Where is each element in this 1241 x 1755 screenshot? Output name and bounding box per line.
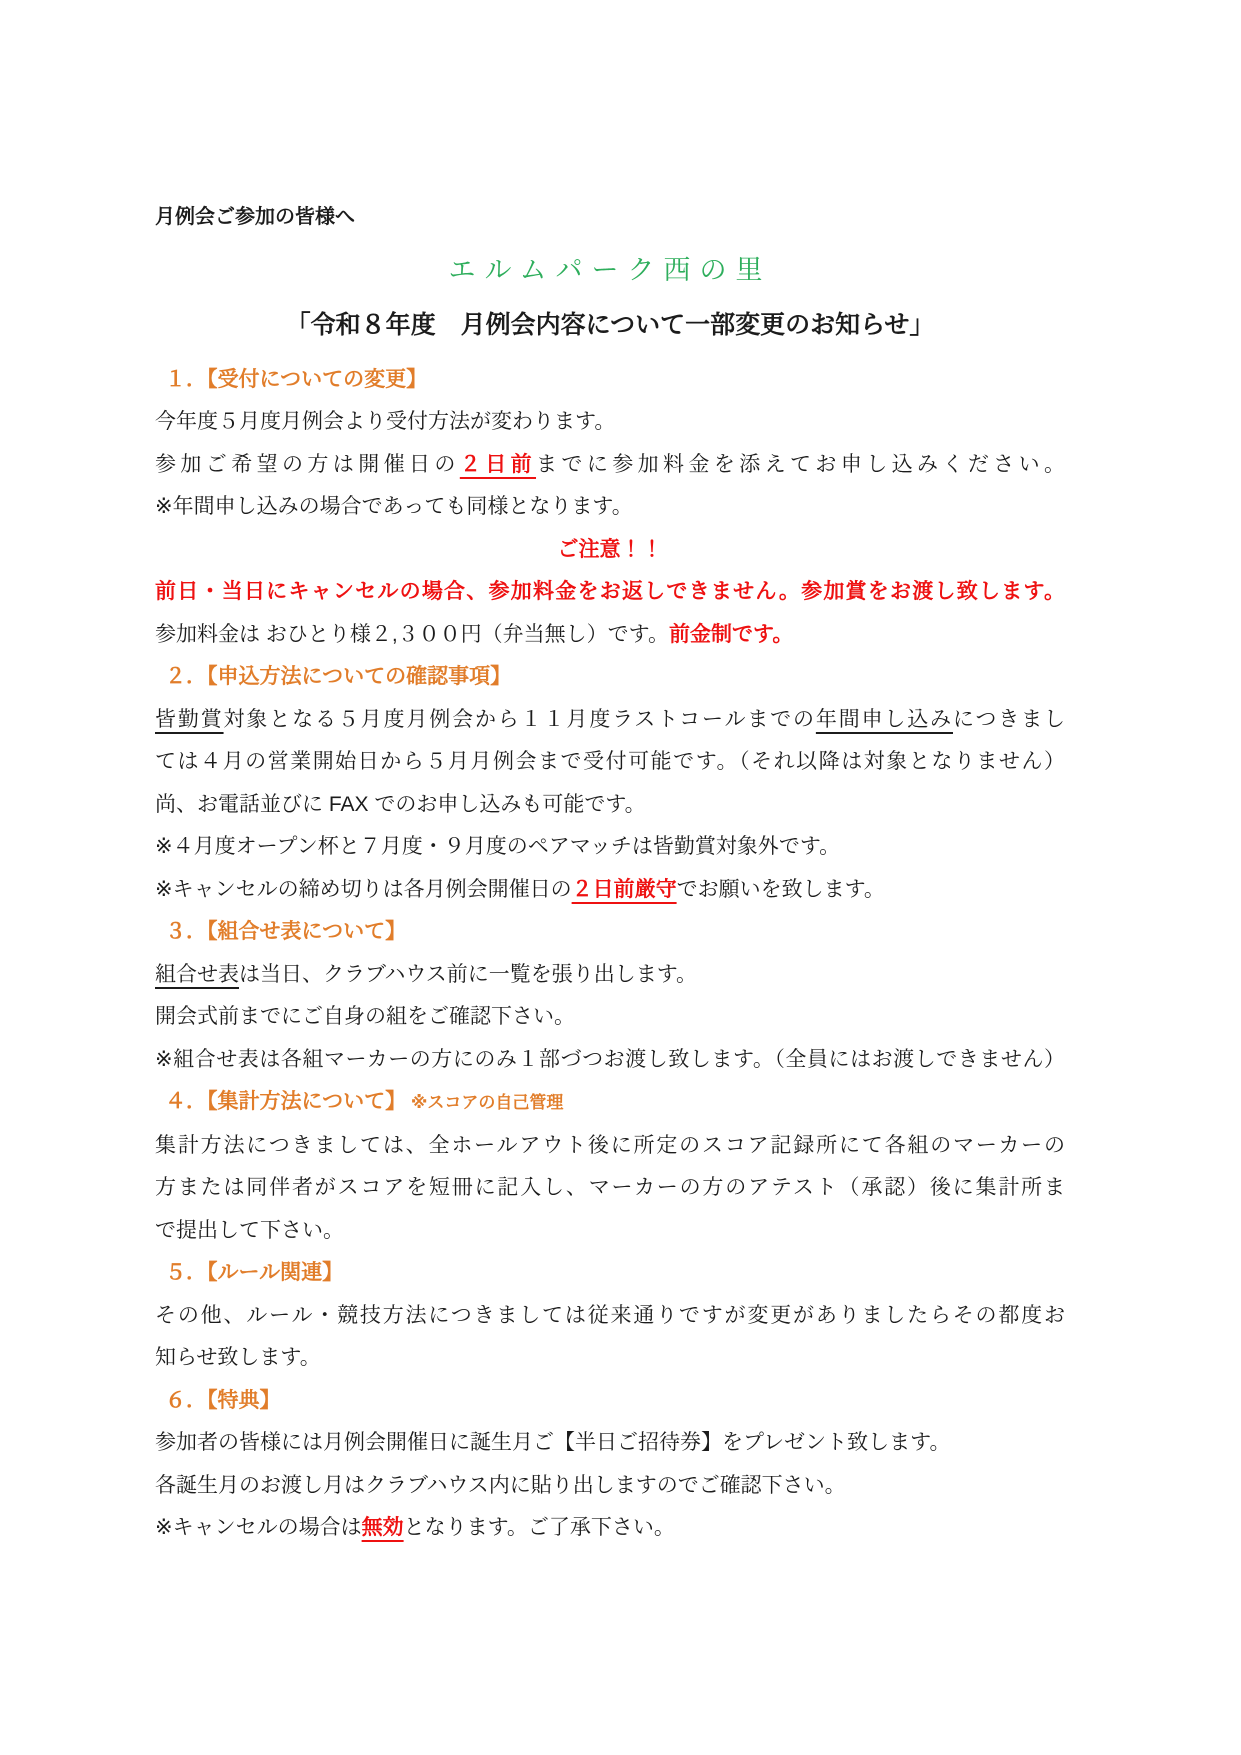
text-segment: までに参加料金を添えてお申し込みください。 [536, 452, 1066, 476]
text-line [155, 1337, 1065, 1380]
text-segment: ５．【ルール関連】 [165, 1261, 344, 1284]
text-segment: 方または同伴者がスコアを短冊に記入し、マーカーの方のアテスト（承認）後に集計所ま [155, 1176, 1065, 1199]
section-2-heading [155, 656, 1065, 699]
text-line [155, 954, 1065, 997]
text-line [155, 699, 1065, 742]
section-3-heading [155, 911, 1065, 954]
section-6-heading [155, 1380, 1065, 1423]
text-segment-red-bold-underline: 無効 [361, 1516, 404, 1539]
text-segment: ※組合せ表は各組マーカーの方にのみ１部づつお渡し致します。（全員にはお渡しできません） [155, 1047, 1065, 1071]
text-segment: 対象となる５月度月例会から１１月度ラストコールまでの [223, 707, 816, 731]
text-segment: ※４月度オープン杯と７月度・９月度のペアマッチは皆勤賞対象外です。 [155, 835, 841, 858]
text-segment: ４．【集計方法について】 [165, 1090, 407, 1113]
text-segment: ６．【特典】 [165, 1388, 281, 1412]
text-segment: 各誕生月のお渡し月はクラブハウス内に貼り出しますのでご確認下さい。 [155, 1473, 846, 1497]
text-segment-red-bold: 前金制です。 [669, 622, 794, 646]
text-segment: 前日・当日にキャンセルの場合、参加料金をお返しできません。参加賞をお渡し致します。 [155, 580, 1065, 603]
text-segment: となります。ご了承下さい。 [403, 1516, 675, 1539]
text-segment-red-bold-underline: ２日前 [459, 452, 537, 476]
text-line [155, 1210, 1065, 1253]
text-line [155, 784, 1065, 827]
text-line [155, 996, 1065, 1039]
text-segment: ２．【申込方法についての確認事項】 [165, 665, 512, 688]
text-segment: １．【受付についての変更】 [165, 367, 428, 391]
text-line [155, 444, 1065, 487]
text-line [155, 486, 1065, 529]
text-segment: ご注意！！ [557, 537, 663, 561]
document-body [155, 196, 1065, 1550]
text-segment: ３．【組合せ表について】 [165, 920, 407, 943]
text-segment: 尚、お電話並びに FAX でのお申し込みも可能です。 [155, 792, 646, 816]
text-line [155, 1422, 1065, 1465]
text-segment: 参加者の皆様には月例会開催日に誕生月ご【半日ご招待券】をプレゼント致します。 [155, 1431, 951, 1454]
text-line [155, 826, 1065, 869]
text-segment: 集計方法につきましては、全ホールアウト後に所定のスコア記録所にて各組のマーカーの [155, 1133, 1065, 1157]
text-line [155, 401, 1065, 444]
text-segment: その他、ルール・競技方法につきましては従来通りですが変更がありましたらその都度お [155, 1303, 1065, 1327]
text-segment: ※キャンセルの締め切りは各月例会開催日の [155, 877, 572, 901]
recipient-line [155, 196, 1065, 239]
section-5-heading [155, 1252, 1065, 1295]
text-line [155, 741, 1065, 784]
text-line [155, 1167, 1065, 1210]
text-segment-underline: 年間申し込み [815, 707, 953, 731]
text-segment-underline: 組合せ表 [155, 962, 239, 986]
facility-name [155, 247, 1065, 293]
document-title [155, 303, 1065, 347]
text-segment: ※年間申し込みの場合であっても同様となります。 [155, 495, 633, 518]
text-segment-orange-small: ※スコアの自己管理 [406, 1093, 564, 1112]
text-segment: 参加料金は おひとり様２,３００円（弁当無し）です。 [155, 622, 669, 646]
text-line [155, 1295, 1065, 1338]
text-segment: につきまし [953, 707, 1065, 731]
section-4-heading [155, 1081, 1065, 1125]
text-segment: 「令和８年度 月例会内容について一部変更のお知らせ」 [285, 310, 935, 339]
fee-line [155, 614, 1065, 657]
text-segment: でお願いを致します。 [676, 877, 885, 901]
text-segment-underline: 皆勤賞 [155, 707, 224, 731]
text-segment: 今年度５月度月例会より受付方法が変わります。 [155, 410, 616, 433]
text-line [155, 869, 1065, 912]
text-segment: 月例会ご参加の皆様へ [155, 206, 355, 228]
section-1-heading [155, 359, 1065, 402]
text-segment-red-bold-underline: ２日前厳守 [571, 877, 677, 901]
text-segment: ※キャンセルの場合は [155, 1516, 362, 1539]
text-segment: ては４月の営業開始日から５月月例会まで受付可能です。（それ以降は対象となりません） [155, 750, 1065, 773]
caution-heading [155, 529, 1065, 572]
text-line [155, 1125, 1065, 1168]
text-segment: 参加ご希望の方は開催日の [155, 452, 460, 476]
caution-line [155, 571, 1065, 614]
text-segment: で提出して下さい。 [155, 1218, 344, 1242]
text-segment: 知らせ致します。 [155, 1346, 321, 1369]
text-line [155, 1039, 1065, 1082]
text-segment: エルムパーク西の里 [448, 254, 772, 285]
text-segment: 開会式前までにご自身の組をご確認下さい。 [155, 1005, 575, 1028]
text-line [155, 1465, 1065, 1508]
text-line [155, 1507, 1065, 1550]
text-segment: は当日、クラブハウス前に一覧を張り出します。 [239, 962, 698, 986]
